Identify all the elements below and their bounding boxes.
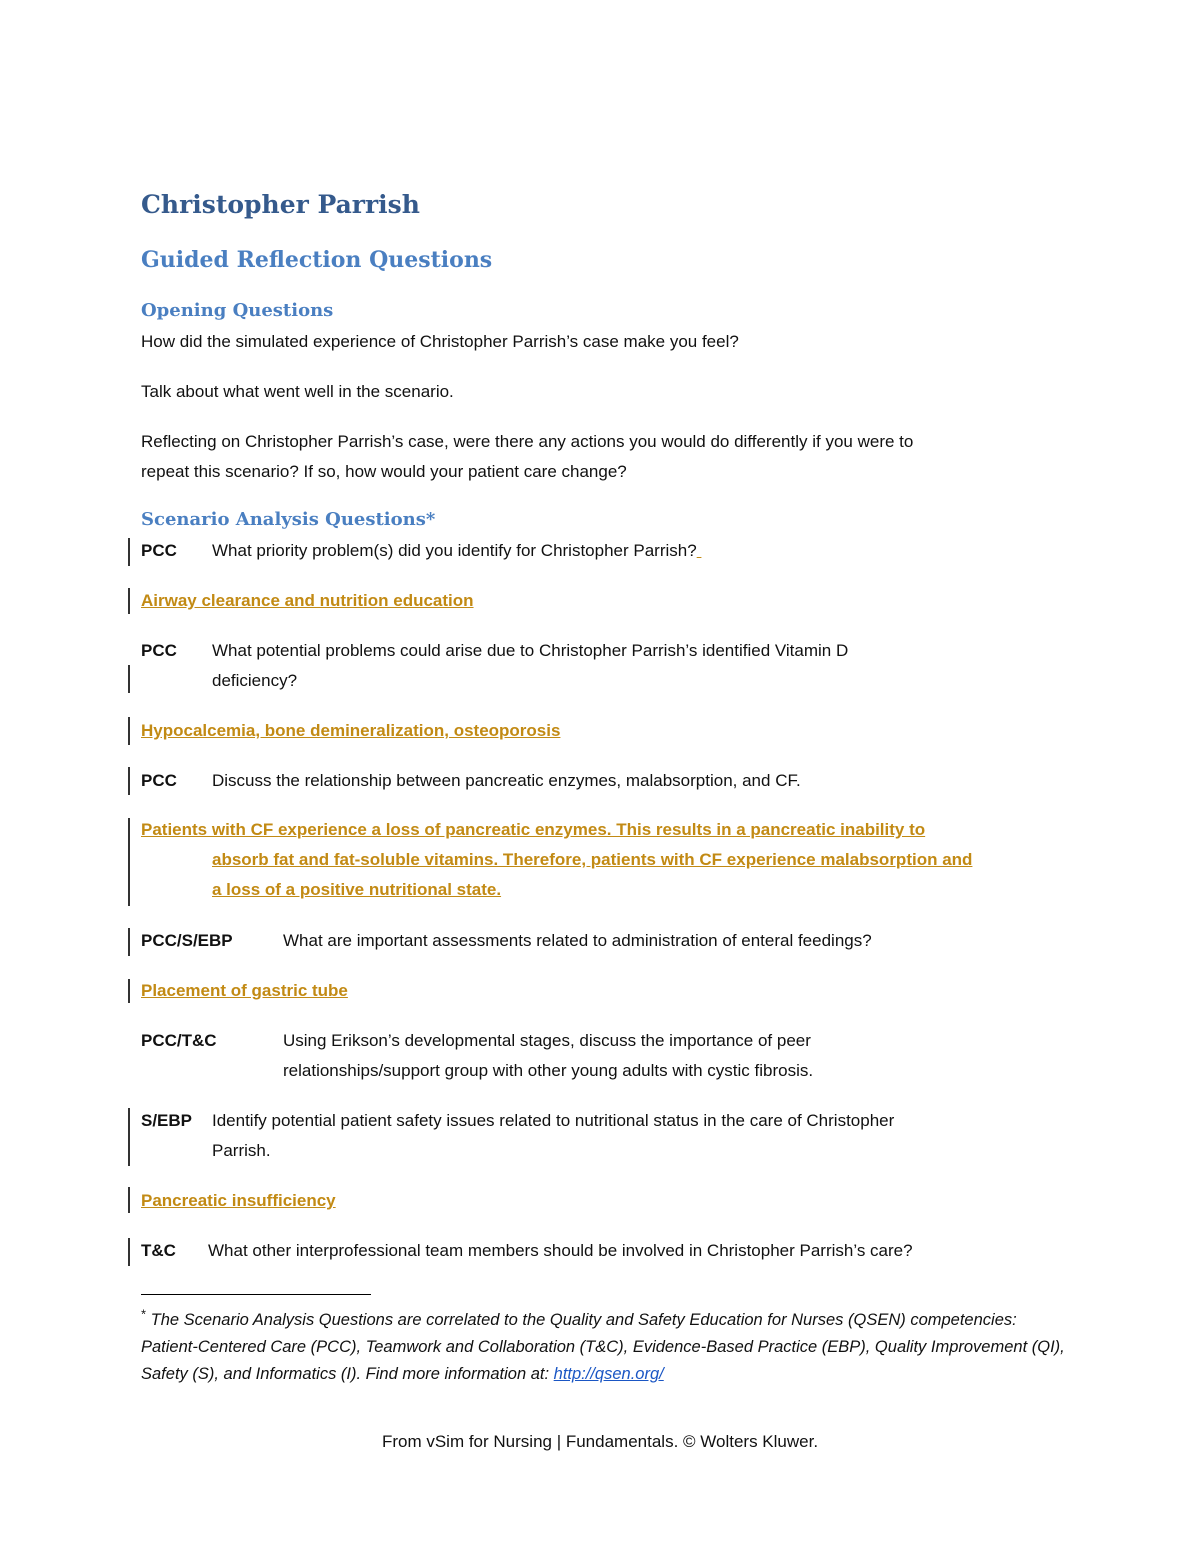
question-row	[141, 1236, 1081, 1266]
question-text-line: What potential problems could arise due to Christopher Parrish’s identified Vitamin D	[212, 641, 849, 660]
revision-bar	[128, 979, 130, 1003]
question-text-line: Parrish.	[212, 1141, 271, 1160]
revision-bar	[128, 1187, 130, 1213]
question-row	[141, 1026, 1081, 1086]
question-row	[141, 926, 1081, 956]
question-text-line: deficiency?	[212, 671, 298, 690]
insertion-mark	[697, 541, 702, 560]
answer-text: Hypocalcemia, bone demineralization, osteoporosis	[141, 721, 561, 740]
question-text-line: Identify potential patient safety issues related to nutritional status in the care of Christopher	[212, 1111, 895, 1130]
revision-bar	[128, 665, 130, 693]
revision-bar	[128, 1108, 130, 1166]
revision-bar	[128, 538, 130, 566]
footnote-separator	[141, 1294, 371, 1295]
footnote	[141, 1307, 1071, 1388]
question-text: What are important assessments related to administration of enteral feedings?	[283, 931, 872, 950]
answer-text	[141, 815, 1071, 905]
opening-question-2: Talk about what went well in the scenario.	[141, 382, 454, 401]
question-text	[141, 536, 1081, 566]
revision-bar	[128, 818, 130, 906]
question-text: Discuss the relationship between pancreatic enzymes, malabsorption, and CF.	[212, 771, 801, 790]
question-row	[141, 536, 1081, 566]
page-subtitle: Guided Reflection Questions	[141, 247, 493, 273]
question-code: PCC/S/EBP	[141, 931, 233, 950]
scenario-analysis-heading: Scenario Analysis Questions*	[141, 509, 436, 530]
opening-questions-heading: Opening Questions	[141, 300, 334, 321]
opening-question-3	[141, 427, 1061, 487]
question-text-line: Using Erikson’s developmental stages, discuss the importance of peer	[283, 1031, 811, 1050]
question-code: PCC	[141, 641, 177, 660]
question-text	[141, 1106, 1081, 1166]
page-title: Christopher Parrish	[141, 190, 420, 219]
question-code: PCC	[141, 771, 177, 790]
question-text: What other interprofessional team members should be involved in Christopher Parrish’s care?	[208, 1241, 913, 1260]
question-code: PCC	[141, 541, 177, 560]
answer-line: Patients with CF experience a loss of pancreatic enzymes. This results in a pancreatic inability to	[141, 820, 926, 839]
question-code: S/EBP	[141, 1111, 193, 1130]
opening-question-1: How did the simulated experience of Christopher Parrish’s case make you feel?	[141, 332, 739, 351]
question-text	[141, 636, 1081, 696]
answer-text: Pancreatic insufficiency	[141, 1191, 336, 1210]
question-text	[141, 1026, 1081, 1086]
revision-bar	[128, 717, 130, 745]
answer-line: absorb fat and fat-soluble vitamins. Therefore, patients with CF experience malabsorption and	[212, 850, 973, 869]
question-code: T&C	[141, 1241, 176, 1260]
answer-text: Airway clearance and nutrition education	[141, 591, 474, 610]
question-text-line: What priority problem(s) did you identify for Christopher Parrish?	[212, 541, 697, 560]
footnote-text: The Scenario Analysis Questions are correlated to the Quality and Safety Education for Nurses (QSEN) competencies: Patient-Centered Care (PCC), Teamwork and Collaboration (T&C), Evidence-Based Practice (EBP), Quality Improvement (QI), Safety (S), and Informatics (I). Find more information at:	[141, 1311, 1065, 1383]
revision-bar	[128, 928, 130, 956]
page-footer: From vSim for Nursing | Fundamentals. © Wolters Kluwer.	[381, 1432, 819, 1451]
revision-bar	[128, 1238, 130, 1266]
revision-bar	[128, 767, 130, 795]
question-text-line: relationships/support group with other young adults with cystic fibrosis.	[283, 1061, 814, 1080]
opening-question-3-line-1: Reflecting on Christopher Parrish’s case, were there any actions you would do differently if you were to	[141, 432, 914, 451]
qsen-link[interactable]: http://qsen.org/	[553, 1365, 664, 1383]
answer-text: Placement of gastric tube	[141, 981, 348, 1000]
question-code: PCC/T&C	[141, 1031, 217, 1050]
opening-question-3-line-2: repeat this scenario? If so, how would your patient care change?	[141, 462, 627, 481]
revision-bar	[128, 588, 130, 614]
question-row	[141, 766, 1081, 796]
answer-line: a loss of a positive nutritional state.	[212, 880, 502, 899]
footnote-marker: *	[141, 1306, 147, 1322]
question-row	[141, 1106, 1081, 1166]
question-row	[141, 636, 1081, 696]
